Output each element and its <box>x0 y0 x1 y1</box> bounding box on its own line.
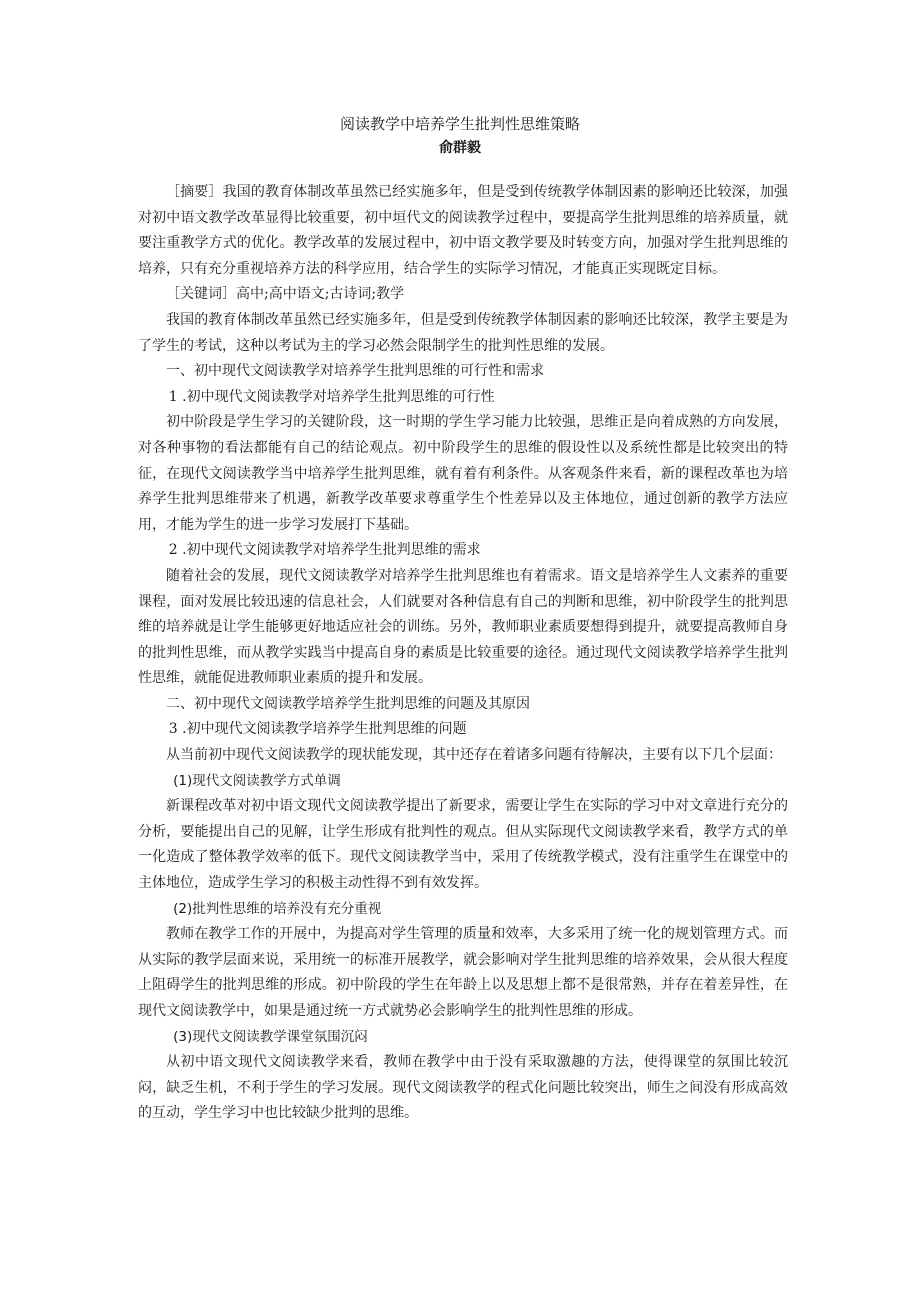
point-heading-2: (2)批判性思维的培养没有充分重视 <box>173 900 382 917</box>
body-paragraph: 教师在教学工作的开展中，为提高对学生管理的质量和效率，大多采用了统一化的规划管理方式。而从实际的教学层面来说，采用统一的标准开展教学，就会影响对学生批判思维的培养效果，会从很大程度上阻碍学生的批判思维的形成。初中阶段的学生在年龄上以及思想上都不是很常熟，并存在着差异性，在现代文阅读教学中，如果是通过统一方式就势必会影响学生的批判性思维的形成。 <box>138 926 788 1019</box>
keywords-paragraph: ［关键词］高中;高中语文;古诗词;教学 <box>166 286 405 303</box>
abstract-paragraph: ［摘要］我国的教育体制改革虽然已经实施多年，但是受到传统教学体制因素的影响还比较深，加强对初中语文教学改革显得比较重要，初中垣代文的阅读教学过程中，要提高学生批判思维的培养质量，就要注重教学方式的优化。教学改革的发展过程中，初中语文教学要及时转变方向，加强对学生批判思维的培养，只有充分重视培养方法的科学应用，结合学生的实际学习情况，才能真正实现既定目标。 <box>138 184 788 277</box>
subsection-heading-3: 3 .初中现代文阅读教学培养学生批判思维的问题 <box>168 721 467 738</box>
document-author: 俞群毅 <box>439 140 481 156</box>
subsection-heading-2: 2 .初中现代文阅读教学对培养学生批判思维的需求 <box>168 542 481 559</box>
point-heading-3: (3)现代文阅读教学课堂氛围沉闷 <box>173 1028 368 1045</box>
document-body <box>138 180 788 1127</box>
body-paragraph: 从初中语文现代文阅读教学来看，教师在教学中由于没有采取激趣的方法，使得课堂的氛围比较沉闷，缺乏生机，不利于学生的学习发展。现代文阅读教学的程式化问题比较突出，师生之间没有形成高效的互动，学生学习中也比较缺少批判的思维。 <box>138 1054 788 1122</box>
point-heading-1: (1)现代文阅读教学方式单调 <box>173 772 341 789</box>
body-paragraph: 随着社会的发展，现代文阅读教学对培养学生批判思维也有着需求。语文是培养学生人文素养的重要课程，面对发展比较迅速的信息社会，人们就要对各种信息有自己的判断和思维，初中阶段学生的批判思维的培养就是让学生能够更好地适应社会的训练。另外，教师职业素质要想得到提升，就要提高教师自身的批判性思维，而从教学实践当中提高自身的素质是比较重要的途径。通过现代文阅读教学培养学生批判性思维，就能促进教师职业素质的提升和发展。 <box>138 567 788 687</box>
document-title: 阅读教学中培养学生批判性思维策略 <box>339 115 580 133</box>
section-heading-2: 二、初中现代文阅读教学培养学生批判思维的问题及其原因 <box>166 695 530 712</box>
body-paragraph: 从当前初中现代文阅读教学的现状能发现，其中还存在着诸多问题有待解决，主要有以下几个层面： <box>166 747 782 764</box>
intro-paragraph: 我国的教育体制改革虽然已经实施多年，但是受到传统教学体制因素的影响还比较深，教学主要是为了学生的考试，这种以考试为主的学习必然会限制学生的批判性思维的发展。 <box>138 311 788 354</box>
subsection-heading-1: 1 .初中现代文阅读教学对培养学生批判思维的可行性 <box>168 388 495 405</box>
body-paragraph: 初中阶段是学生学习的关键阶段，这一时期的学生学习能力比较强，思维正是向着成熟的方向发展，对各种事物的看法都能有自己的结论观点。初中阶段学生的思维的假设性以及系统性都是比较突出的特征，在现代文阅读教学当中培养学生批判思维，就有着有利条件。从客观条件来看，新的课程改革也为培养学生批判思维带来了机遇，新教学改革要求尊重学生个性差异以及主体地位，通过创新的教学方法应用，才能为学生的进一步学习发展打下基础。 <box>138 414 788 533</box>
section-heading-1: 一、初中现代文阅读教学对培养学生批判思维的可行性和需求 <box>166 363 544 380</box>
body-paragraph: 新课程改革对初中语文现代文阅读教学提出了新要求，需要让学生在实际的学习中对文章进行充分的分析，要能提出自己的见解，让学生形成有批判性的观点。但从实际现代文阅读教学来看，教学方式的单一化造成了整体教学效率的低下。现代文阅读教学当中，采用了传统教学模式，没有注重学生在课堂中的主体地位，造成学生学习的积极主动性得不到有效发挥。 <box>138 798 788 892</box>
